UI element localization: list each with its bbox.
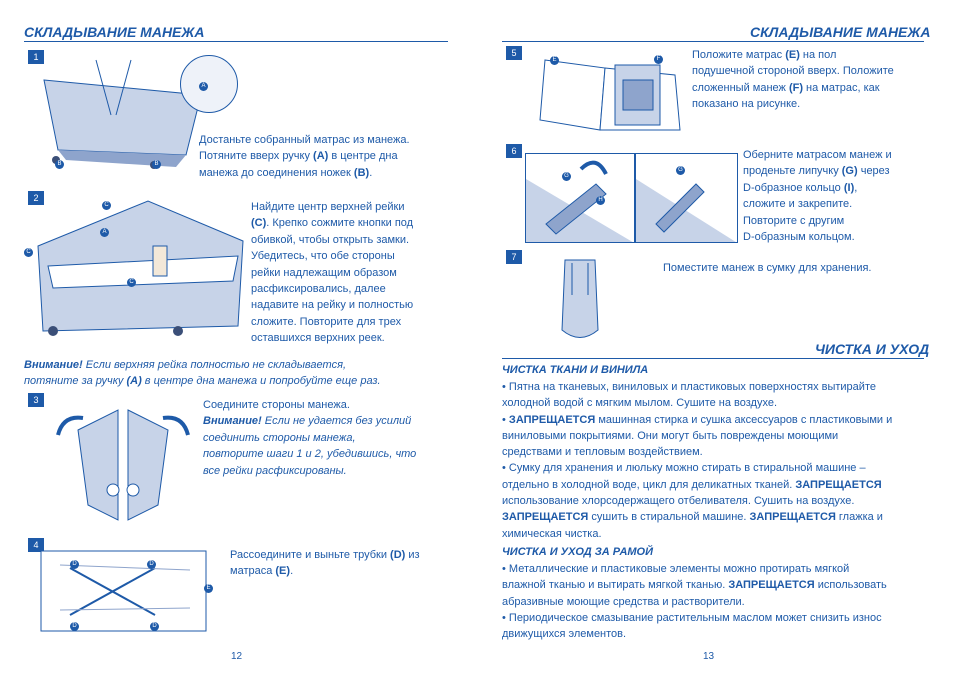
step-4-line-1: Рассоедините и выньте трубки	[230, 549, 391, 561]
label-a-bubble: A	[199, 82, 208, 91]
step-4-line-1-end: из	[405, 549, 420, 561]
label-c-bubble-bottom: C	[127, 278, 136, 287]
step-5-line-3: сложенный манеж	[692, 81, 789, 94]
step-4-label-d: (D)	[390, 549, 406, 561]
fabric-p3-line-5: химическая чистка.	[502, 527, 602, 540]
step-2-line-3: обивкой, чтобы открыть замки.	[251, 233, 410, 246]
left-page-number: 12	[231, 651, 243, 662]
step-1-number: 1	[28, 50, 44, 64]
step-5-line-1-end: на пол	[799, 49, 837, 61]
step-6-line-4: сложите и закрепите.	[743, 198, 853, 211]
step-6-line-2: проденьте липучку	[743, 165, 842, 178]
frame-p1-forbidden: ЗАПРЕЩАЕТСЯ	[728, 579, 815, 592]
warning-note	[24, 357, 454, 390]
fabric-p3-forbidden-1: ЗАПРЕЩАЕТСЯ	[795, 478, 882, 491]
step-5-line-4: показано на рисунке.	[692, 98, 801, 111]
step-2-line-5: рейки надлежащим образом	[251, 266, 397, 279]
step-5-number: 5	[506, 46, 522, 60]
step-2-line-2: . Крепко сожмите кнопки под	[266, 217, 414, 230]
fabric-p2-line-2: виниловыми покрытиями. Они могут быть повреждены моющими	[502, 429, 839, 442]
fabric-p3-line-3: использование хлорсодержащего отбеливателя. Сушить на воздухе.	[502, 495, 855, 508]
frame-p1-line-3: абразивные моющие средства и растворители.	[502, 595, 745, 608]
label-b-bubble-right: B	[152, 160, 161, 169]
step-6-line-5: Повторите с другим	[743, 214, 845, 227]
step-6-line-6: D-образным кольцом.	[743, 231, 855, 244]
label-d-bubble-2: D	[147, 560, 156, 569]
fabric-p1-line-2: холодной водой с мягким мылом. Сушите на воздухе.	[502, 397, 778, 410]
step-1-line-2-end: в центре дна	[328, 150, 398, 163]
fabric-p3-line-2: отдельно в холодной воде, цикл для деликатных тканей.	[502, 478, 796, 491]
label-e-bubble-5: E	[550, 56, 559, 65]
label-d-bubble-3: D	[70, 622, 79, 631]
fabric-p3-line-4-end: глажка и	[835, 511, 883, 524]
frame-p2-line-1: • Периодическое смазывание растительным маслом может снизить износ	[502, 611, 882, 624]
label-c-bubble-top: C	[102, 201, 111, 210]
frame-p1-line-2-end: использовать	[814, 579, 887, 592]
step-6-text	[743, 147, 933, 245]
right-title-rule	[502, 41, 924, 42]
fabric-p3-forbidden-3: ЗАПРЕЩАЕТСЯ	[749, 511, 836, 524]
step-6-number: 6	[506, 144, 522, 158]
step-4-number: 4	[28, 538, 44, 552]
step-5-text	[692, 47, 932, 113]
step-1-text	[199, 132, 439, 181]
right-page-title: СКЛАДЫВАНИЕ МАНЕЖА	[750, 24, 931, 40]
warning-line-1: Если верхняя рейка полностью не складывается,	[82, 359, 347, 371]
fabric-p1-line-1: • Пятна на тканевых, виниловых и пластиковых поверхностях вытирайте	[502, 381, 876, 393]
label-e-bubble: E	[204, 584, 213, 593]
step-3-line-5: все рейки расфиксированы.	[203, 464, 347, 477]
step-2-line-1: Найдите центр верхней рейки	[251, 201, 405, 213]
fabric-p3-line-1: • Сумку для хранения и люльку можно стирать в стиральной машине –	[502, 462, 866, 475]
frame-care-text	[502, 561, 922, 642]
warning-label-a: (A)	[126, 375, 142, 388]
step-5-label-f: (F)	[788, 81, 803, 94]
step-2-line-4: Убедитесь, что обе стороны	[251, 250, 395, 263]
care-title-rule	[502, 358, 924, 359]
label-c-bubble-left: C	[24, 248, 33, 257]
step-2-line-8: сложите. Повторите для трех	[251, 315, 402, 328]
fabric-p3-forbidden-2: ЗАПРЕЩАЕТСЯ	[502, 511, 589, 524]
step-4-text	[230, 547, 450, 580]
step-1-detail-circle	[180, 55, 238, 113]
step-1-line-2: Потяните вверх ручку	[199, 150, 314, 163]
step-3-number: 3	[28, 393, 44, 407]
step-6-panel-left	[525, 153, 635, 243]
step-2-illustration	[28, 196, 248, 341]
step-4-line-2: матраса	[230, 565, 276, 578]
fabric-care-subtitle: ЧИСТКА ТКАНИ И ВИНИЛА	[502, 364, 649, 376]
frame-p1-line-2: влажной тканью и вытирать мягкой тканью.	[502, 579, 729, 592]
step-2-text	[251, 199, 446, 347]
label-g-bubble: G	[562, 172, 571, 181]
step-3-line-1: Соедините стороны манежа.	[203, 399, 350, 411]
step-2-line-9: оставшихся верхних реек.	[251, 332, 385, 345]
fabric-p2-bullet: •	[502, 413, 509, 426]
step-1-line-3: манежа до соединения ножек	[199, 166, 354, 179]
label-d-bubble-4: D	[150, 622, 159, 631]
step-6-line-1: Оберните матрасом манеж и	[743, 149, 892, 161]
step-5-line-3-end: на матрас, как	[802, 81, 880, 94]
fabric-p2-forbidden: ЗАПРЕЩАЕТСЯ	[508, 413, 596, 426]
label-h-bubble: H	[596, 196, 605, 205]
label-b-bubble-left: B	[55, 160, 64, 169]
care-title: ЧИСТКА И УХОД	[815, 341, 930, 357]
frame-p1-line-1: • Металлические и пластиковые элементы можно протирать мягкой	[502, 563, 850, 575]
right-page-number: 13	[703, 651, 715, 662]
step-2-number: 2	[28, 191, 44, 205]
step-3-text	[203, 397, 453, 479]
step-5-line-2: подушечной стороной вверх. Положите	[692, 65, 894, 78]
step-2-line-6: расфиксировались, далее	[251, 283, 386, 296]
step-3-line-4: повторите шаги 1 и 2, убедившись, что	[203, 448, 417, 461]
step-7-bag-illustration	[550, 255, 610, 345]
warning-line-2: потяните за ручку	[24, 375, 127, 388]
step-3-warning-label: Внимание!	[203, 415, 262, 428]
label-d-bubble-1: D	[70, 560, 79, 569]
step-1-label-a: (A)	[313, 150, 329, 163]
fabric-p2-line-1: машинная стирка и сушка аксессуаров с пластиковыми и	[595, 413, 893, 426]
step-5-line-1: Положите матрас	[692, 49, 786, 61]
step-3-illustration	[48, 400, 198, 525]
fabric-p3-line-4: сушить в стиральной машине.	[588, 511, 750, 524]
step-4-label-e: (E)	[275, 565, 291, 578]
step-3-line-2: Если не удается без усилий	[261, 415, 412, 428]
step-6-line-3: D-образное кольцо	[743, 181, 844, 194]
step-6-label-g: (G)	[841, 165, 858, 178]
step-7-number: 7	[506, 250, 522, 264]
warning-line-2-end: в центре дна манежа и попробуйте еще раз.	[141, 375, 381, 388]
step-1-line-1: Достаньте собранный матрас из манежа.	[199, 134, 410, 146]
step-2-label-c: (C)	[251, 217, 267, 230]
left-title-rule	[24, 41, 448, 42]
step-2-line-7: надавите на рейку и полностью	[251, 299, 414, 312]
step-6-panel-right	[635, 153, 738, 243]
step-4-illustration	[40, 550, 212, 636]
label-g-bubble-2: G	[676, 166, 685, 175]
step-6-label-i: (I)	[843, 181, 855, 194]
fabric-care-text	[502, 379, 922, 542]
label-f-bubble: F	[654, 55, 663, 64]
fabric-p2-line-3: средствами и тепловым воздействием.	[502, 446, 703, 459]
label-a-bubble-2: A	[100, 228, 109, 237]
frame-care-subtitle: ЧИСТКА И УХОД ЗА РАМОЙ	[502, 546, 654, 558]
left-page-title: СКЛАДЫВАНИЕ МАНЕЖА	[24, 24, 205, 40]
step-3-line-3: соединить стороны манежа,	[203, 431, 356, 444]
step-6-line-3-end: ,	[854, 181, 858, 194]
step-4-line-2-end: .	[290, 565, 294, 578]
step-6-line-2-end: через	[857, 165, 890, 178]
frame-p2-line-2: движущихся элементов.	[502, 628, 627, 641]
step-1-line-3-end: .	[369, 166, 373, 179]
step-7-text: Поместите манеж в сумку для хранения.	[663, 262, 872, 274]
warning-label: Внимание!	[24, 359, 83, 371]
step-5-label-e: (E)	[785, 49, 800, 61]
step-1-label-b: (B)	[353, 166, 370, 179]
